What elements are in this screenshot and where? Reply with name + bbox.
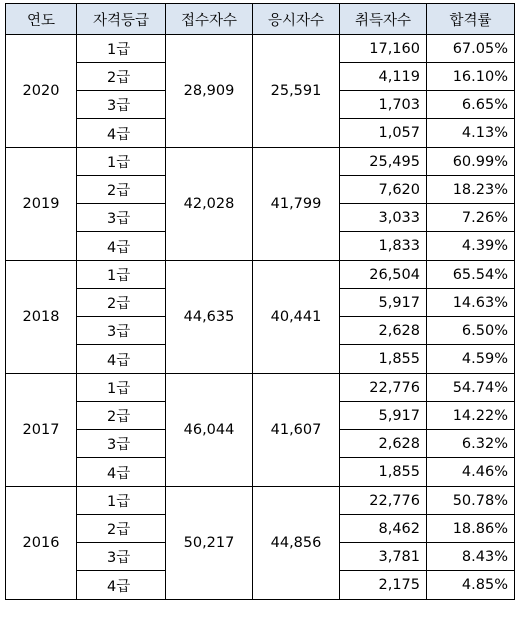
- acquired-cell: 26,504: [340, 261, 427, 289]
- grade-cell: 1급: [77, 487, 166, 515]
- acquired-cell: 1,855: [340, 458, 427, 487]
- acquired-cell: 1,833: [340, 232, 427, 261]
- grade-cell: 4급: [77, 458, 166, 487]
- acquired-cell: 7,620: [340, 176, 427, 204]
- examinees-cell: 44,856: [253, 487, 340, 600]
- header-acquired: 취득자수: [340, 4, 427, 35]
- pass-rate-cell: 50.78%: [427, 487, 515, 515]
- pass-rate-cell: 4.39%: [427, 232, 515, 261]
- pass-rate-cell: 16.10%: [427, 63, 515, 91]
- acquired-cell: 1,057: [340, 119, 427, 148]
- grade-cell: 2급: [77, 289, 166, 317]
- pass-rate-cell: 54.74%: [427, 374, 515, 402]
- table-row: [6, 487, 515, 515]
- header-applicants: 접수자수: [166, 4, 253, 35]
- grade-cell: 2급: [77, 402, 166, 430]
- grade-cell: 4급: [77, 571, 166, 600]
- pass-rate-cell: 6.32%: [427, 430, 515, 458]
- acquired-cell: 8,462: [340, 515, 427, 543]
- pass-rate-cell: 4.13%: [427, 119, 515, 148]
- table-row: [6, 374, 515, 402]
- pass-rate-cell: 18.23%: [427, 176, 515, 204]
- year-cell: 2018: [6, 261, 77, 374]
- table-row: [6, 35, 515, 63]
- pass-rate-cell: 8.43%: [427, 543, 515, 571]
- grade-cell: 3급: [77, 543, 166, 571]
- applicants-cell: 44,635: [166, 261, 253, 374]
- pass-rate-cell: 4.85%: [427, 571, 515, 600]
- applicants-cell: 42,028: [166, 148, 253, 261]
- acquired-cell: 1,855: [340, 345, 427, 374]
- acquired-cell: 4,119: [340, 63, 427, 91]
- acquired-cell: 2,628: [340, 430, 427, 458]
- examinees-cell: 40,441: [253, 261, 340, 374]
- grade-cell: 1급: [77, 35, 166, 63]
- year-cell: 2020: [6, 35, 77, 148]
- examinees-cell: 41,607: [253, 374, 340, 487]
- applicants-cell: 28,909: [166, 35, 253, 148]
- year-cell: 2016: [6, 487, 77, 600]
- pass-rate-cell: 14.22%: [427, 402, 515, 430]
- acquired-cell: 3,033: [340, 204, 427, 232]
- pass-rate-cell: 14.63%: [427, 289, 515, 317]
- grade-cell: 2급: [77, 515, 166, 543]
- applicants-cell: 46,044: [166, 374, 253, 487]
- grade-cell: 3급: [77, 91, 166, 119]
- acquired-cell: 2,628: [340, 317, 427, 345]
- table-row: [6, 261, 515, 289]
- grade-cell: 4급: [77, 232, 166, 261]
- acquired-cell: 2,175: [340, 571, 427, 600]
- acquired-cell: 3,781: [340, 543, 427, 571]
- grade-cell: 4급: [77, 119, 166, 148]
- pass-rate-cell: 18.86%: [427, 515, 515, 543]
- grade-cell: 1급: [77, 148, 166, 176]
- header-grade: 자격등급: [77, 4, 166, 35]
- grade-cell: 4급: [77, 345, 166, 374]
- header-row: [6, 4, 515, 35]
- pass-rate-cell: 67.05%: [427, 35, 515, 63]
- year-cell: 2017: [6, 374, 77, 487]
- header-pass-rate: 합격률: [427, 4, 515, 35]
- certification-results-table: [5, 3, 515, 600]
- acquired-cell: 5,917: [340, 289, 427, 317]
- grade-cell: 2급: [77, 63, 166, 91]
- pass-rate-cell: 6.65%: [427, 91, 515, 119]
- pass-rate-cell: 65.54%: [427, 261, 515, 289]
- acquired-cell: 17,160: [340, 35, 427, 63]
- certification-results-table-wrapper: [5, 3, 515, 600]
- grade-cell: 3급: [77, 317, 166, 345]
- year-cell: 2019: [6, 148, 77, 261]
- pass-rate-cell: 4.46%: [427, 458, 515, 487]
- examinees-cell: 25,591: [253, 35, 340, 148]
- pass-rate-cell: 6.50%: [427, 317, 515, 345]
- pass-rate-cell: 7.26%: [427, 204, 515, 232]
- grade-cell: 2급: [77, 176, 166, 204]
- acquired-cell: 5,917: [340, 402, 427, 430]
- acquired-cell: 22,776: [340, 374, 427, 402]
- table-body: [6, 35, 515, 600]
- table-row: [6, 148, 515, 176]
- grade-cell: 3급: [77, 430, 166, 458]
- acquired-cell: 22,776: [340, 487, 427, 515]
- grade-cell: 3급: [77, 204, 166, 232]
- pass-rate-cell: 4.59%: [427, 345, 515, 374]
- grade-cell: 1급: [77, 374, 166, 402]
- header-year: 연도: [6, 4, 77, 35]
- pass-rate-cell: 60.99%: [427, 148, 515, 176]
- acquired-cell: 25,495: [340, 148, 427, 176]
- grade-cell: 1급: [77, 261, 166, 289]
- acquired-cell: 1,703: [340, 91, 427, 119]
- applicants-cell: 50,217: [166, 487, 253, 600]
- header-examinees: 응시자수: [253, 4, 340, 35]
- examinees-cell: 41,799: [253, 148, 340, 261]
